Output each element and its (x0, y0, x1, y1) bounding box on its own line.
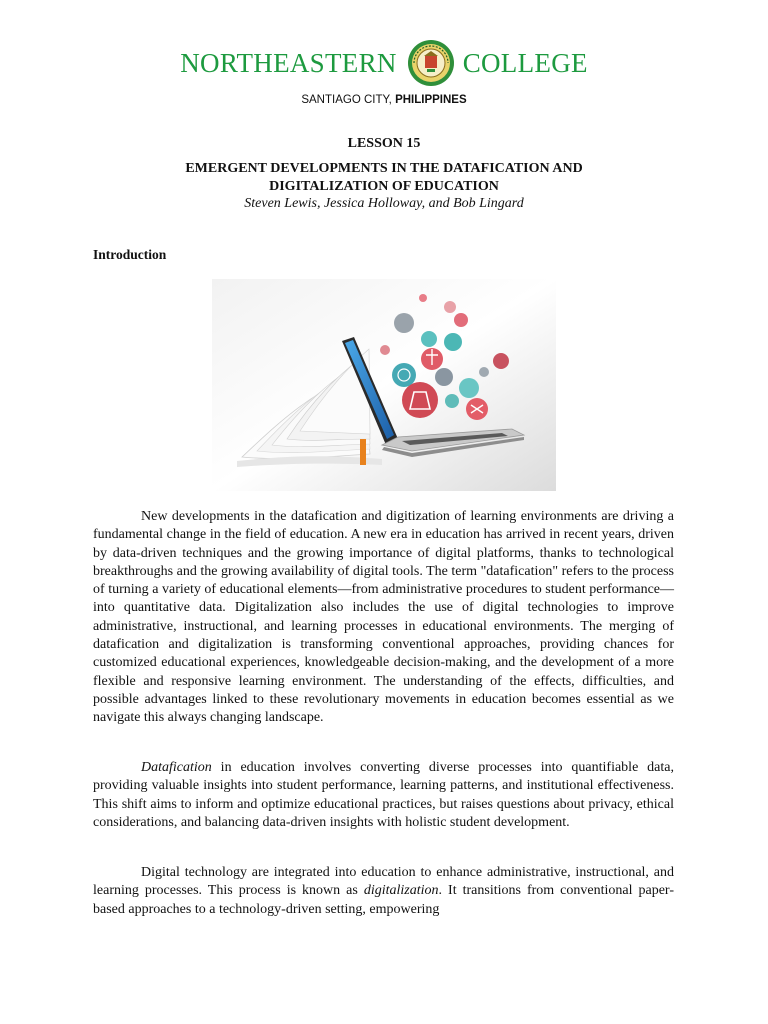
paragraph-2-text: in education involves converting diverse processes into quantifiable data, providing valuable insights into student performance, learning patterns, and institutional effectiveness. This shift aims to inform and optimize educational practices, but raises questions about privacy, ethical considerations, and balancing data-driven insights with holistic student development. (93, 760, 674, 830)
section-heading-introduction: Introduction (93, 247, 167, 262)
paragraph-3-text-start: Digital technology are integrated into education to enhance administrative, instructional, and learning processes. This process is known as (93, 865, 674, 899)
lesson-title-line-2: DIGITALIZATION OF EDUCATION (269, 179, 499, 194)
college-name-left: NORTHEASTERN (180, 47, 397, 78)
lesson-title-line-1: EMERGENT DEVELOPMENTS IN THE DATAFICATION AND (185, 161, 583, 176)
intro-paragraph-2 (93, 759, 674, 832)
paragraph-3-text-end: . It transitions from conventional paper-based approaches to a technology-driven setting, empowering (93, 883, 674, 917)
intro-paragraph-3 (93, 864, 674, 919)
bookmark-ribbon (360, 439, 366, 465)
datafication-term: Datafication (141, 760, 212, 775)
location-city: SANTIAGO CITY, (301, 94, 392, 106)
paragraph-1-text: New developments in the datafication and digitization of learning environments are driving a fundamental change in the field of education. A new era in education has arrived in recent years, driven by data-driven techniques and the growing importance of digital platforms, thanks to technological breakthroughs and the growing availability of digital tools. The term "datafication" refers to the process of turning a variety of educational elements—from administrative procedures to student performance—into quantitative data. Digitalization also includes the use of digital technologies to improve administrative, instructional, and learning processes in educational environments. The merging of datafication and digitalization is transforming conventional approaches, providing chances for customized educational experiences, knowledgeable decision-making, and the development of a more flexible and responsive learning environment. The understanding of the effects, difficulties, and possible advantages linked to these revolutionary movements in education becomes essential as we navigate this always changing landscape. (93, 509, 674, 726)
college-seal-icon (407, 39, 455, 87)
lesson-title (0, 160, 768, 196)
location-country: PHILIPPINES (395, 94, 467, 106)
college-location (0, 94, 768, 106)
book-laptop-illustration (212, 279, 556, 491)
lesson-number: LESSON 15 (347, 136, 421, 151)
college-name-right: COLLEGE (462, 47, 588, 78)
lesson-authors: Steven Lewis, Jessica Holloway, and Bob Lingard (244, 196, 524, 211)
digitalization-term: digitalization (363, 883, 439, 899)
intro-paragraph-1 (93, 508, 674, 728)
college-header (0, 38, 768, 88)
